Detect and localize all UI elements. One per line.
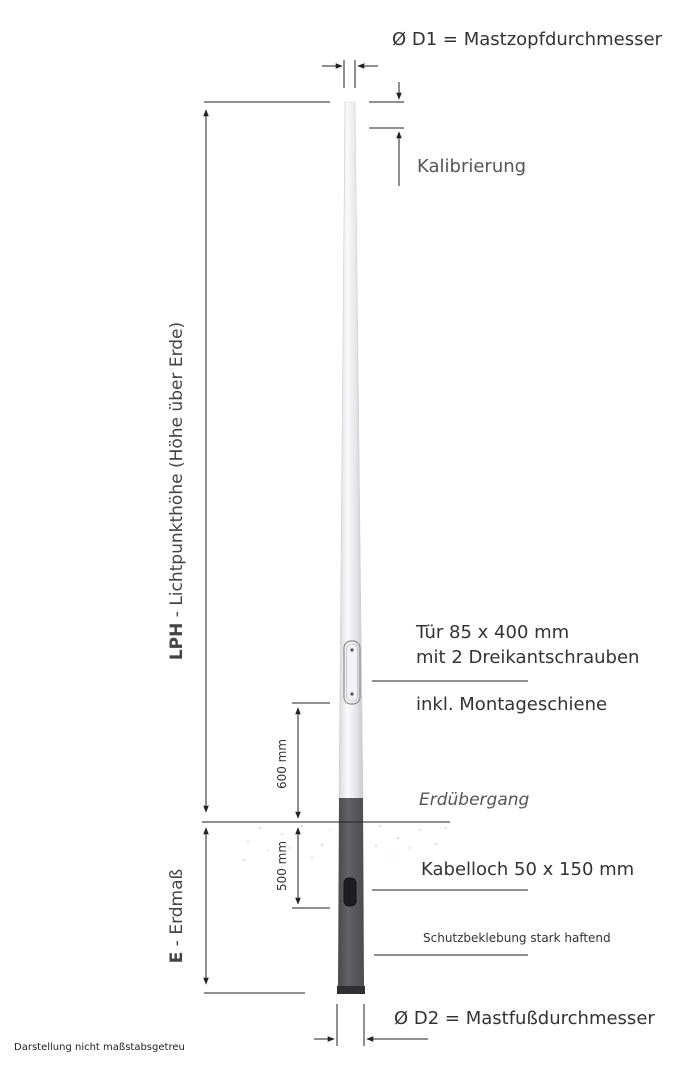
- protection-label: Schutzbeklebung stark haftend: [423, 931, 611, 945]
- door-label-line2: mit 2 Dreikantschrauben: [416, 647, 640, 668]
- dim500-label: 500 mm: [275, 840, 289, 892]
- calibration-label: Kalibrierung: [417, 156, 527, 177]
- door-label-line1: Tür 85 x 400 mm: [416, 622, 570, 643]
- e-label-rest: - Erdmaß: [167, 868, 187, 952]
- e-label: [167, 869, 187, 963]
- cable-hole: [344, 878, 356, 906]
- pole: [337, 102, 365, 994]
- dim500-dimension: [292, 828, 330, 908]
- footnote: Darstellung nicht maßstabsgetreu: [14, 1042, 185, 1053]
- dim600-dimension: [292, 703, 330, 818]
- dim600-label: 600 mm: [275, 738, 289, 790]
- door-screw-top: [350, 648, 353, 651]
- calibration-dimension: [204, 82, 404, 186]
- lph-label: [167, 322, 187, 660]
- ground-transition-label: Erdübergang: [419, 790, 530, 810]
- cable-hole-label: Kabelloch 50 x 150 mm: [421, 859, 635, 880]
- d1-label: Ø D1 = Mastzopfdurchmesser: [392, 29, 662, 50]
- e-label-bold: E: [167, 951, 187, 964]
- lph-dimension: [202, 110, 450, 822]
- lph-label-rest: - Lichtpunkthöhe (Höhe über Erde): [167, 321, 187, 623]
- pole-foot: [337, 986, 365, 994]
- mounting-rail-label: inkl. Montageschiene: [416, 694, 608, 715]
- lph-label-bold: LPH: [167, 622, 187, 661]
- d1-dimension: [322, 60, 378, 88]
- e-dimension: [204, 828, 305, 993]
- door-screw-bottom: [350, 692, 353, 695]
- d2-label: Ø D2 = Mastfußdurchmesser: [394, 1008, 655, 1029]
